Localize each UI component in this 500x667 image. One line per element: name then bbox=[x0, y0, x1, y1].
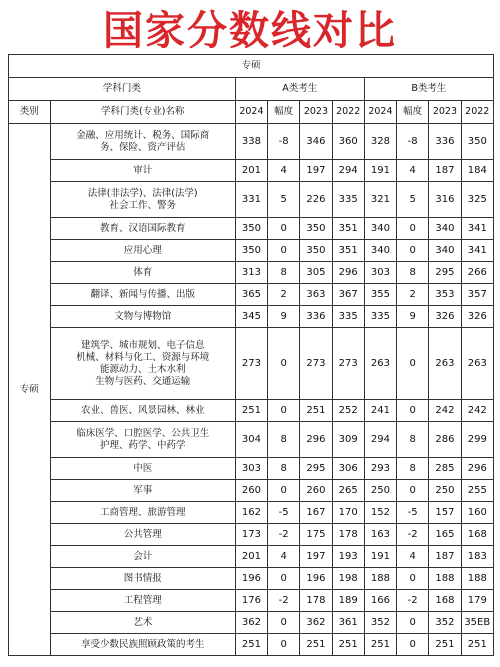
score-a-2022: 361 bbox=[332, 612, 364, 634]
score-b-2024: 293 bbox=[364, 458, 396, 480]
score-b-2022: 357 bbox=[461, 284, 493, 306]
header-category: 类别 bbox=[9, 101, 51, 124]
subject-name-cell: 体育 bbox=[50, 262, 235, 284]
score-b-change: 0 bbox=[397, 568, 429, 590]
subject-name-cell: 农业、兽医、风景园林、林业 bbox=[50, 400, 235, 422]
score-a-2024: 304 bbox=[235, 422, 267, 458]
score-a-2023: 363 bbox=[300, 284, 332, 306]
subject-name-cell: 中医 bbox=[50, 458, 235, 480]
score-a-2024: 196 bbox=[235, 568, 267, 590]
table-row bbox=[9, 422, 494, 458]
score-a-change: 4 bbox=[268, 546, 300, 568]
score-b-2024: 163 bbox=[364, 524, 396, 546]
score-a-change: 8 bbox=[268, 458, 300, 480]
score-a-change: 0 bbox=[268, 480, 300, 502]
score-a-2024: 176 bbox=[235, 590, 267, 612]
score-a-2022: 265 bbox=[332, 480, 364, 502]
header-b-2024: 2024 bbox=[364, 101, 396, 124]
score-a-change: 8 bbox=[268, 262, 300, 284]
score-a-change: 0 bbox=[268, 400, 300, 422]
score-a-2022: 189 bbox=[332, 590, 364, 612]
table-row bbox=[9, 328, 494, 400]
table-row bbox=[9, 634, 494, 656]
subject-name-cell: 享受少数民族照顾政策的考生 bbox=[50, 634, 235, 656]
score-b-2023: 326 bbox=[429, 306, 461, 328]
score-b-2023: 316 bbox=[429, 182, 461, 218]
score-b-change: 8 bbox=[397, 262, 429, 284]
subject-name-cell: 会计 bbox=[50, 546, 235, 568]
score-b-2022: 188 bbox=[461, 568, 493, 590]
header-a-2024: 2024 bbox=[235, 101, 267, 124]
score-a-2024: 350 bbox=[235, 240, 267, 262]
table-row bbox=[9, 218, 494, 240]
score-b-2024: 263 bbox=[364, 328, 396, 400]
score-b-2023: 187 bbox=[429, 160, 461, 182]
score-b-2024: 303 bbox=[364, 262, 396, 284]
table-row bbox=[9, 262, 494, 284]
score-b-2022: 184 bbox=[461, 160, 493, 182]
table-row bbox=[9, 400, 494, 422]
score-a-2024: 303 bbox=[235, 458, 267, 480]
score-a-change: 0 bbox=[268, 634, 300, 656]
score-a-2023: 260 bbox=[300, 480, 332, 502]
score-b-2022: 255 bbox=[461, 480, 493, 502]
table-row bbox=[9, 480, 494, 502]
score-a-2024: 345 bbox=[235, 306, 267, 328]
score-a-2022: 296 bbox=[332, 262, 364, 284]
score-b-change: -8 bbox=[397, 124, 429, 160]
table-row bbox=[9, 182, 494, 218]
score-a-2024: 350 bbox=[235, 218, 267, 240]
header-b-change: 幅度 bbox=[397, 101, 429, 124]
score-b-2023: 286 bbox=[429, 422, 461, 458]
score-b-change: 5 bbox=[397, 182, 429, 218]
score-b-2023: 157 bbox=[429, 502, 461, 524]
score-a-2022: 273 bbox=[332, 328, 364, 400]
score-b-2022: 179 bbox=[461, 590, 493, 612]
score-a-change: -2 bbox=[268, 590, 300, 612]
score-b-change: 9 bbox=[397, 306, 429, 328]
header-b-2022: 2022 bbox=[461, 101, 493, 124]
score-b-2024: 340 bbox=[364, 240, 396, 262]
subject-name-cell: 翻译、新闻与传播、出版 bbox=[50, 284, 235, 306]
score-a-change: -8 bbox=[268, 124, 300, 160]
score-a-change: 0 bbox=[268, 240, 300, 262]
score-b-2024: 355 bbox=[364, 284, 396, 306]
score-b-2023: 352 bbox=[429, 612, 461, 634]
score-a-2024: 273 bbox=[235, 328, 267, 400]
table-row bbox=[9, 590, 494, 612]
score-b-2022: 341 bbox=[461, 218, 493, 240]
score-b-2024: 340 bbox=[364, 218, 396, 240]
subject-name-cell: 法律(非法学)、法律(法学) 社会工作、警务 bbox=[50, 182, 235, 218]
score-b-change: 8 bbox=[397, 458, 429, 480]
table-row bbox=[9, 160, 494, 182]
score-b-change: 0 bbox=[397, 612, 429, 634]
score-a-2023: 197 bbox=[300, 546, 332, 568]
score-b-2023: 353 bbox=[429, 284, 461, 306]
score-b-2024: 250 bbox=[364, 480, 396, 502]
score-b-change: 0 bbox=[397, 400, 429, 422]
score-a-2024: 331 bbox=[235, 182, 267, 218]
score-a-2024: 201 bbox=[235, 546, 267, 568]
score-a-2024: 365 bbox=[235, 284, 267, 306]
category-cell: 专硕 bbox=[9, 124, 51, 656]
table-row bbox=[9, 458, 494, 480]
score-a-2022: 252 bbox=[332, 400, 364, 422]
score-a-2022: 309 bbox=[332, 422, 364, 458]
score-a-change: 8 bbox=[268, 422, 300, 458]
score-b-2023: 187 bbox=[429, 546, 461, 568]
score-a-2022: 351 bbox=[332, 240, 364, 262]
score-a-change: -2 bbox=[268, 524, 300, 546]
score-b-2024: 188 bbox=[364, 568, 396, 590]
subject-name-cell: 金融、应用统计、税务、国际商 务、保险、资产评估 bbox=[50, 124, 235, 160]
score-a-2023: 305 bbox=[300, 262, 332, 284]
score-a-2022: 198 bbox=[332, 568, 364, 590]
score-b-2024: 166 bbox=[364, 590, 396, 612]
score-a-2022: 178 bbox=[332, 524, 364, 546]
score-a-2024: 260 bbox=[235, 480, 267, 502]
score-a-2022: 335 bbox=[332, 182, 364, 218]
header-subject-name: 学科门类(专业)名称 bbox=[50, 101, 235, 124]
header-b-zone: B类考生 bbox=[364, 78, 493, 101]
score-a-2022: 351 bbox=[332, 218, 364, 240]
table-row bbox=[9, 306, 494, 328]
score-a-change: 5 bbox=[268, 182, 300, 218]
score-b-2024: 321 bbox=[364, 182, 396, 218]
score-b-change: 0 bbox=[397, 328, 429, 400]
score-b-2022: 325 bbox=[461, 182, 493, 218]
score-a-2022: 251 bbox=[332, 634, 364, 656]
score-a-2024: 201 bbox=[235, 160, 267, 182]
subject-name-cell: 工商管理、旅游管理 bbox=[50, 502, 235, 524]
subject-name-cell: 应用心理 bbox=[50, 240, 235, 262]
score-b-2024: 191 bbox=[364, 546, 396, 568]
score-b-change: 4 bbox=[397, 160, 429, 182]
score-a-2022: 367 bbox=[332, 284, 364, 306]
table-row bbox=[9, 612, 494, 634]
score-a-2023: 196 bbox=[300, 568, 332, 590]
score-b-2023: 295 bbox=[429, 262, 461, 284]
subject-name-cell: 军事 bbox=[50, 480, 235, 502]
subject-name-cell: 建筑学、城市规划、电子信息 机械、材料与化工、资源与环境 能源动力、土木水利 生物与医药、交通运输 bbox=[50, 328, 235, 400]
score-b-2022: 266 bbox=[461, 262, 493, 284]
subject-name-cell: 公共管理 bbox=[50, 524, 235, 546]
score-a-2022: 170 bbox=[332, 502, 364, 524]
score-a-change: 2 bbox=[268, 284, 300, 306]
score-b-change: -2 bbox=[397, 590, 429, 612]
score-a-2023: 350 bbox=[300, 240, 332, 262]
score-b-change: -2 bbox=[397, 524, 429, 546]
score-b-2023: 165 bbox=[429, 524, 461, 546]
score-a-2022: 306 bbox=[332, 458, 364, 480]
header-subject: 学科门类 bbox=[9, 78, 236, 101]
score-a-2023: 197 bbox=[300, 160, 332, 182]
score-b-2023: 285 bbox=[429, 458, 461, 480]
table-row bbox=[9, 124, 494, 160]
score-a-2023: 296 bbox=[300, 422, 332, 458]
score-a-2023: 336 bbox=[300, 306, 332, 328]
score-b-2023: 242 bbox=[429, 400, 461, 422]
score-a-2023: 178 bbox=[300, 590, 332, 612]
score-a-2024: 362 bbox=[235, 612, 267, 634]
score-b-2022: 299 bbox=[461, 422, 493, 458]
score-b-2023: 250 bbox=[429, 480, 461, 502]
score-b-2022: 326 bbox=[461, 306, 493, 328]
score-b-2024: 191 bbox=[364, 160, 396, 182]
score-a-2023: 251 bbox=[300, 634, 332, 656]
header-a-zone: A类考生 bbox=[235, 78, 364, 101]
score-b-2023: 340 bbox=[429, 218, 461, 240]
header-a-2022: 2022 bbox=[332, 101, 364, 124]
score-a-change: 4 bbox=[268, 160, 300, 182]
subject-name-cell: 审计 bbox=[50, 160, 235, 182]
section-title: 专硕 bbox=[9, 55, 494, 78]
score-b-2022: 350 bbox=[461, 124, 493, 160]
table-body bbox=[9, 124, 494, 656]
score-b-2022: 168 bbox=[461, 524, 493, 546]
page-title: 国家分数线对比 bbox=[103, 7, 397, 54]
score-a-2023: 167 bbox=[300, 502, 332, 524]
score-b-2023: 188 bbox=[429, 568, 461, 590]
score-b-2024: 294 bbox=[364, 422, 396, 458]
score-b-2024: 335 bbox=[364, 306, 396, 328]
subject-name-cell: 工程管理 bbox=[50, 590, 235, 612]
score-a-change: 0 bbox=[268, 328, 300, 400]
score-b-2022: 242 bbox=[461, 400, 493, 422]
score-b-2022: 296 bbox=[461, 458, 493, 480]
score-b-2023: 251 bbox=[429, 634, 461, 656]
table-row bbox=[9, 546, 494, 568]
header-b-2023: 2023 bbox=[429, 101, 461, 124]
table-row bbox=[9, 524, 494, 546]
table-row bbox=[9, 568, 494, 590]
subject-name-cell: 临床医学、口腔医学、公共卫生 护理、药学、中药学 bbox=[50, 422, 235, 458]
header-a-2023: 2023 bbox=[300, 101, 332, 124]
score-b-2022: 183 bbox=[461, 546, 493, 568]
score-table bbox=[8, 54, 494, 656]
score-b-2024: 352 bbox=[364, 612, 396, 634]
score-b-2022: 35EB bbox=[461, 612, 493, 634]
score-a-2023: 346 bbox=[300, 124, 332, 160]
score-b-2023: 168 bbox=[429, 590, 461, 612]
score-a-2022: 294 bbox=[332, 160, 364, 182]
score-a-2023: 273 bbox=[300, 328, 332, 400]
table-row bbox=[9, 502, 494, 524]
score-b-change: 8 bbox=[397, 422, 429, 458]
score-b-2022: 263 bbox=[461, 328, 493, 400]
score-b-change: 0 bbox=[397, 634, 429, 656]
score-a-change: 0 bbox=[268, 218, 300, 240]
score-a-2023: 226 bbox=[300, 182, 332, 218]
score-b-change: 0 bbox=[397, 240, 429, 262]
score-b-2022: 341 bbox=[461, 240, 493, 262]
score-a-change: 9 bbox=[268, 306, 300, 328]
score-b-2022: 160 bbox=[461, 502, 493, 524]
score-a-2022: 335 bbox=[332, 306, 364, 328]
score-b-2024: 152 bbox=[364, 502, 396, 524]
score-a-2023: 251 bbox=[300, 400, 332, 422]
score-b-change: 4 bbox=[397, 546, 429, 568]
score-b-change: 2 bbox=[397, 284, 429, 306]
score-a-2022: 193 bbox=[332, 546, 364, 568]
score-b-2023: 263 bbox=[429, 328, 461, 400]
score-b-2022: 251 bbox=[461, 634, 493, 656]
score-b-change: 0 bbox=[397, 480, 429, 502]
score-a-change: 0 bbox=[268, 568, 300, 590]
score-a-change: 0 bbox=[268, 612, 300, 634]
score-b-change: 0 bbox=[397, 218, 429, 240]
score-a-2024: 313 bbox=[235, 262, 267, 284]
score-a-2024: 251 bbox=[235, 634, 267, 656]
score-a-2024: 338 bbox=[235, 124, 267, 160]
header-a-change: 幅度 bbox=[268, 101, 300, 124]
subject-name-cell: 教育、汉语国际教育 bbox=[50, 218, 235, 240]
subject-name-cell: 文物与博物馆 bbox=[50, 306, 235, 328]
score-a-2024: 173 bbox=[235, 524, 267, 546]
score-a-2022: 360 bbox=[332, 124, 364, 160]
score-a-2023: 295 bbox=[300, 458, 332, 480]
score-a-2024: 251 bbox=[235, 400, 267, 422]
score-b-2023: 336 bbox=[429, 124, 461, 160]
score-a-2024: 162 bbox=[235, 502, 267, 524]
score-b-2024: 328 bbox=[364, 124, 396, 160]
score-a-2023: 350 bbox=[300, 218, 332, 240]
subject-name-cell: 艺术 bbox=[50, 612, 235, 634]
score-a-2023: 362 bbox=[300, 612, 332, 634]
subject-name-cell: 图书情报 bbox=[50, 568, 235, 590]
score-a-2023: 175 bbox=[300, 524, 332, 546]
score-b-change: -5 bbox=[397, 502, 429, 524]
table-row bbox=[9, 284, 494, 306]
score-b-2024: 241 bbox=[364, 400, 396, 422]
score-b-2023: 340 bbox=[429, 240, 461, 262]
score-a-change: -5 bbox=[268, 502, 300, 524]
table-row bbox=[9, 240, 494, 262]
score-b-2024: 251 bbox=[364, 634, 396, 656]
